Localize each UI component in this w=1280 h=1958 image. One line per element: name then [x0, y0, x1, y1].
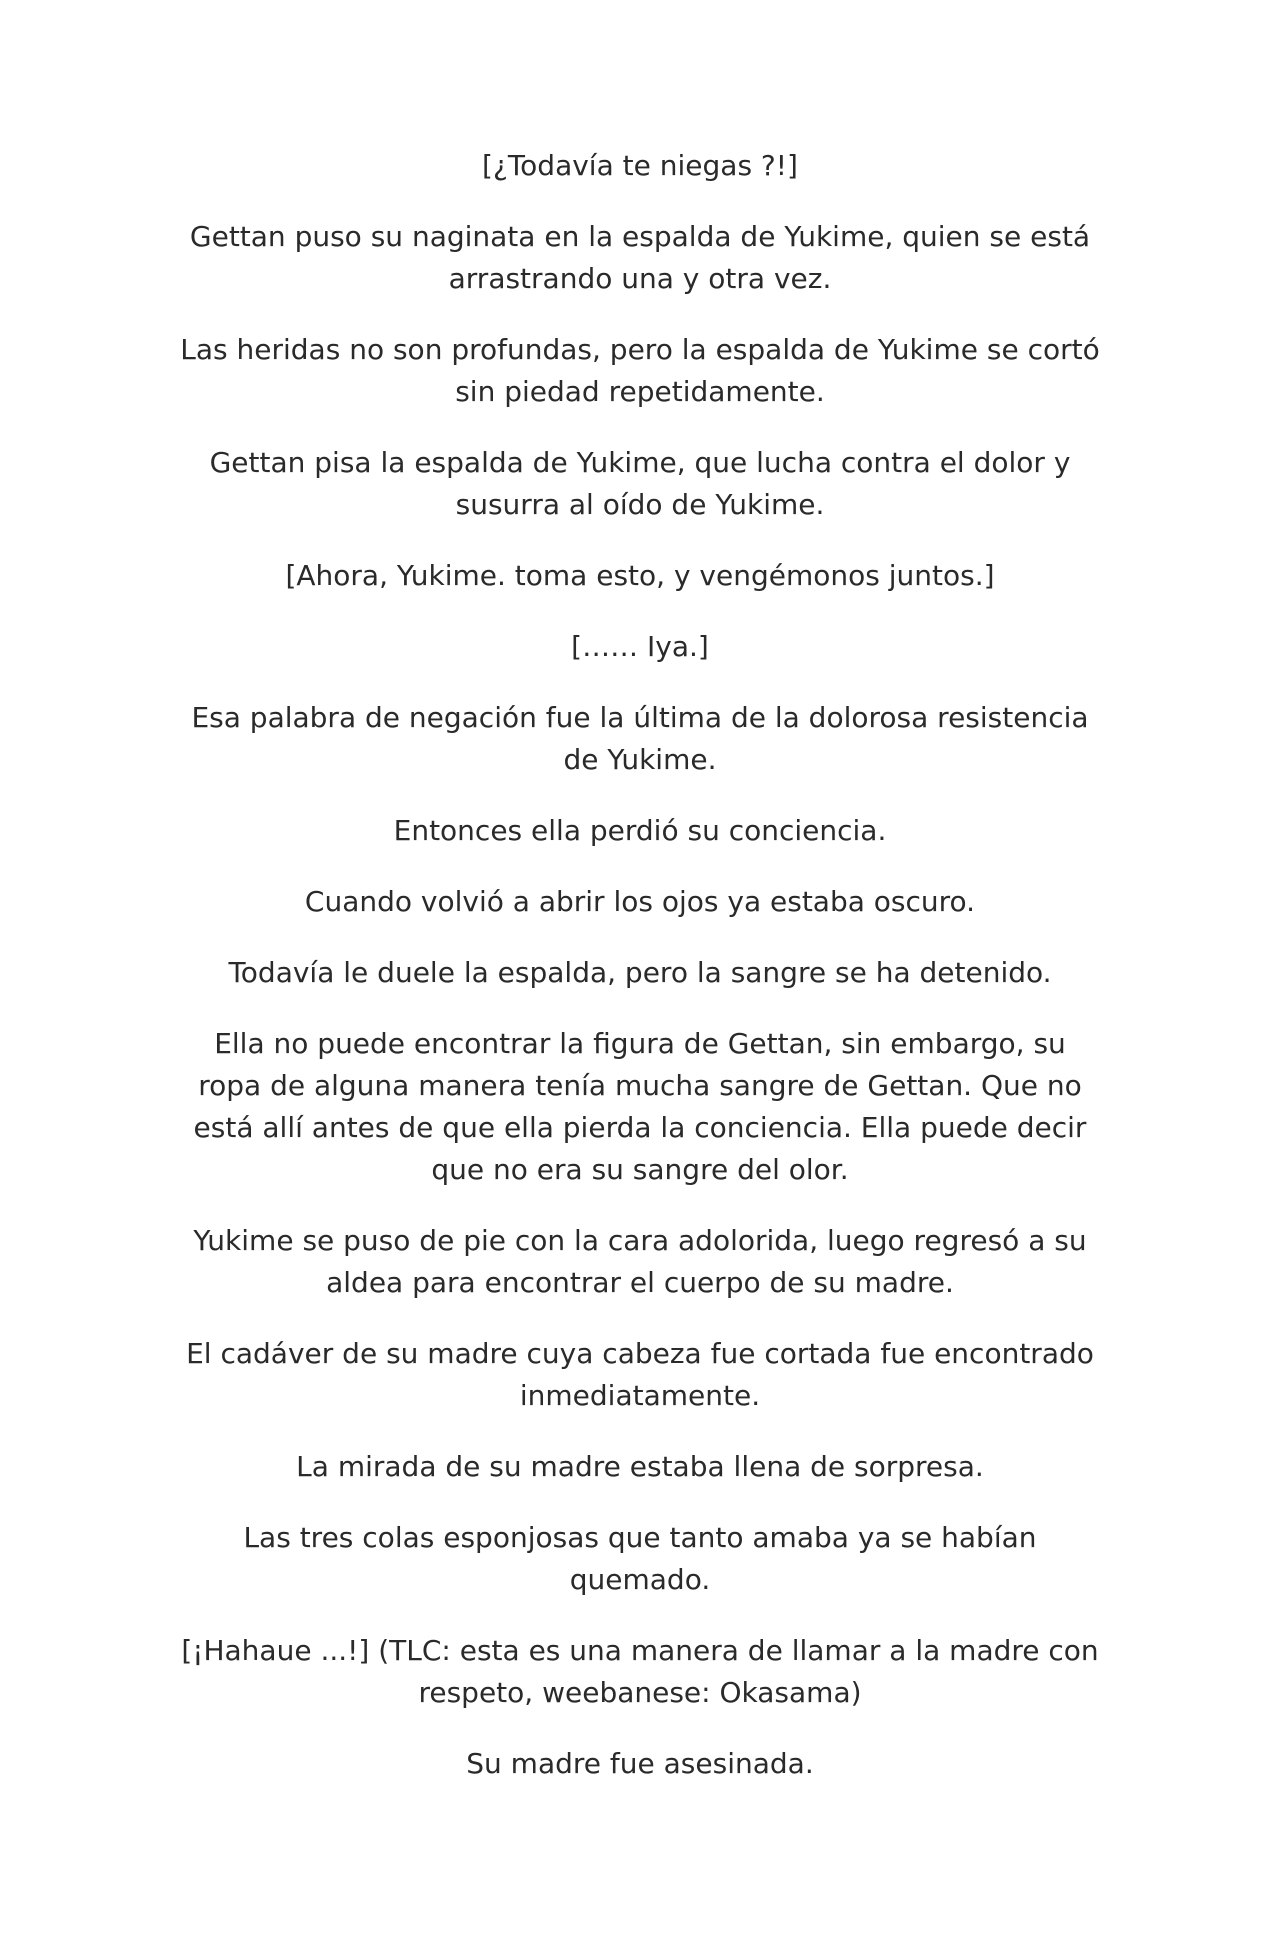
- paragraph-4: Gettan pisa la espalda de Yukime, que lucha contra el dolor y susurra al oído de Yukime.: [209, 446, 1071, 521]
- paragraph-15: Las tres colas esponjosas que tanto amaba ya se habían quemado.: [243, 1521, 1037, 1596]
- paragraph-14: La mirada de su madre estaba llena de sorpresa.: [296, 1450, 984, 1483]
- paragraph-10: Todavía le duele la espalda, pero la sangre se ha detenido.: [228, 956, 1052, 989]
- paragraph-6: […… Iya.]: [571, 630, 709, 663]
- paragraph-2: Gettan puso su naginata en la espalda de Yukime, quien se está arrastrando una y otra vez.: [189, 220, 1091, 295]
- document-page: [180, 145, 1100, 1814]
- paragraph-11: Ella no puede encontrar la figura de Gettan, sin embargo, su ropa de alguna manera tenía mucha sangre de Gettan. Que no está allí antes de que ella pierda la conciencia. Ella puede decir que no era su sangre del olor.: [193, 1027, 1087, 1186]
- paragraph-13: El cadáver de su madre cuya cabeza fue cortada fue encontrado inmediatamente.: [186, 1337, 1094, 1412]
- paragraph-16: [¡Hahaue ...!] (TLC: esta es una manera de llamar a la madre con respeto, weebanese: Okasama): [181, 1634, 1099, 1709]
- paragraph-1: [¿Todavía te niegas ?!]: [482, 149, 798, 182]
- paragraph-8: Entonces ella perdió su conciencia.: [393, 814, 887, 847]
- paragraph-3: Las heridas no son profundas, pero la espalda de Yukime se cortó sin piedad repetidamente.: [180, 333, 1100, 408]
- paragraph-17: Su madre fue asesinada.: [466, 1747, 814, 1780]
- paragraph-7: Esa palabra de negación fue la última de la dolorosa resistencia de Yukime.: [191, 701, 1089, 776]
- paragraph-9: Cuando volvió a abrir los ojos ya estaba oscuro.: [304, 885, 976, 918]
- paragraph-12: Yukime se puso de pie con la cara adolorida, luego regresó a su aldea para encontrar el cuerpo de su madre.: [193, 1224, 1087, 1299]
- paragraph-5: [Ahora, Yukime. toma esto, y vengémonos juntos.]: [285, 559, 995, 592]
